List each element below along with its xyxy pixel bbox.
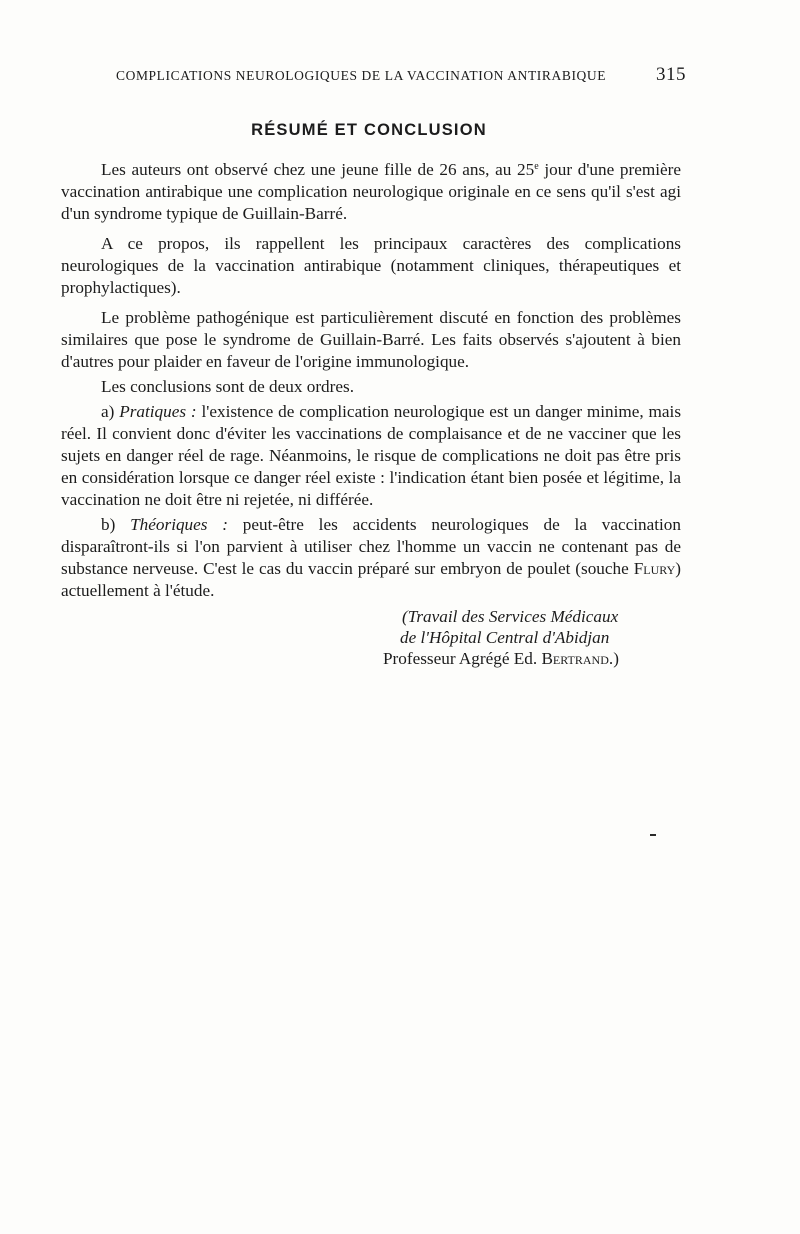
article-body [61,159,681,610]
paragraph-theoretical [61,514,681,602]
strain-name: Flury [633,559,676,578]
author-name: Bertrand [541,649,609,668]
signature-line-2: de l'Hôpital Central d'Abidjan [400,628,610,647]
section-heading: RÉSUMÉ ET CONCLUSION [251,121,487,139]
signature-line-3 [383,648,683,669]
paragraph-text: jour d'une première vaccination antirabique une complication neurologique originale en ce sens qu'il s'est agi d'un syndrome typique de Guillain-Barré. [61,160,681,223]
running-title: COMPLICATIONS NEUROLOGIQUES DE LA VACCINATION ANTIRABIQUE [116,68,607,83]
page-number: 315 [656,64,686,85]
signature-title: Professeur Agrégé Ed. [383,649,542,668]
signature-close: .) [608,649,619,668]
paragraph-practical [61,401,681,511]
signature-line-1: (Travail des Services Médicaux [402,607,619,626]
running-header [116,64,686,86]
list-marker: b) [101,515,131,534]
print-speck [650,834,656,836]
list-marker: a) [101,402,120,421]
superscript: e [534,161,539,172]
paragraph-text: ) actuellement à l'étude. [61,559,681,600]
practical-label: Pratiques : [119,402,197,421]
paragraph-complications: A ce propos, ils rappellent les principaux caractères des complications neurologiques de la vaccination antirabique (notamment cliniques, thérapeutiques et prophylactiques). [61,234,681,297]
paragraph-pathogeny: Le problème pathogénique est particulièrement discuté en fonction des problèmes similaires que pose le syndrome de Guillain-Barré. Les faits observés s'ajoutent à bien d'autres pour plaider en faveur de l'origine immunologique. [61,308,681,371]
signature-block [383,606,683,669]
theoretical-label: Théoriques : [130,515,228,534]
paragraph-text: Les auteurs ont observé chez une jeune fille de 26 ans, au 25 [101,160,535,179]
paragraph-observation [61,159,681,225]
paragraph-conclusions-intro: Les conclusions sont de deux ordres. [101,377,354,396]
paragraph-text: peut-être les accidents neurologiques de la vaccination disparaîtront-ils si l'on parvient à utiliser chez l'homme un vaccin ne contenant pas de substance nerveuse. C'est le cas du vaccin préparé sur embryon de poulet (souche [61,515,681,578]
paragraph-text: l'existence de complication neurologique est un danger minime, mais réel. Il convient donc d'éviter les vaccinations de complaisance et de ne vacciner que les sujets en danger réel de rage. Néanmoins, le risque de complications ne doit pas être pris en considération lorsque ce danger réel existe : l'indication étant bien posée et légitime, la vaccination ne doit être ni rejetée, ni différée. [61,402,682,509]
